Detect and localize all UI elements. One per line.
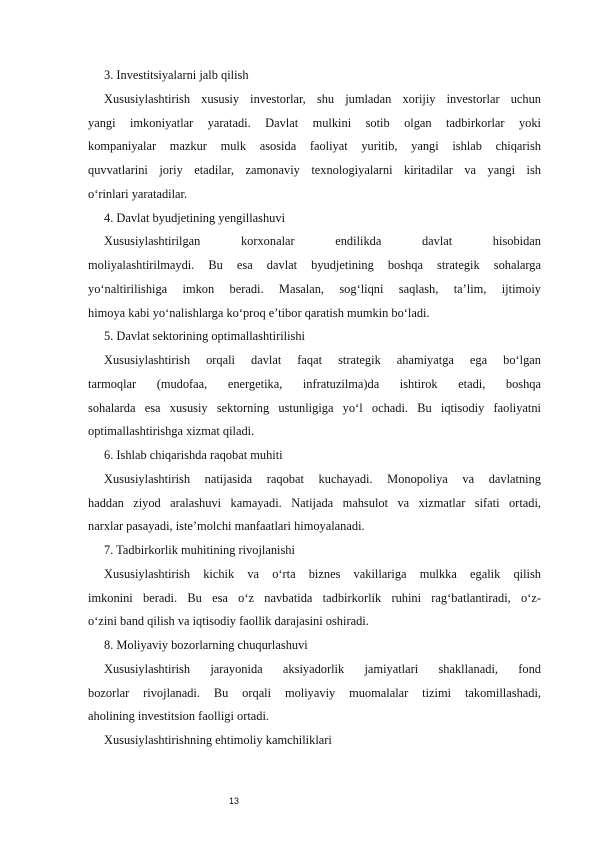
paragraph-line: Xususiylashtirish jarayonida aksiyadorlik jamiyatlari shakllanadi, fond — [104, 661, 541, 676]
paragraph-line: Xususiylashtirish natijasida raqobat kuchayadi. Monopoliya va davlatning — [104, 471, 541, 486]
paragraph-line: sohalarda esa xususiy sektorning ustunligiga yo‘l ochadi. Bu iqtisodiy faoliyatni — [88, 400, 541, 415]
paragraph-line: Xususiylashtirish orqali davlat faqat strategik ahamiyatga ega bo‘lgan — [104, 353, 541, 367]
paragraph-line: o‘rinlari yaratadilar. — [88, 186, 188, 201]
paragraph-line: bozorlar rivojlanadi. Bu orqali moliyaviy muomalalar tizimi takomillashadi, — [88, 685, 541, 700]
section-heading-investments: 3. Investitsiyalarni jalb qilish — [104, 68, 249, 82]
section-heading-entrepreneurship: 7. Tadbirkorlik muhitining rivojlanishi — [104, 543, 295, 557]
paragraph-line: kompaniyalar mazkur mulk asosida faoliyat yuritib, yangi ishlab chiqarish — [88, 139, 541, 154]
paragraph-line: moliyalashtirilmaydi. Bu esa davlat byudjetining boshqa strategik sohalarga — [88, 258, 541, 272]
paragraph-line: optimallashtirishga xizmat qiladi. — [88, 424, 255, 439]
section-heading-drawbacks: Xususiylashtirishning ehtimoliy kamchiliklari — [104, 733, 332, 747]
paragraph-line: haddan ziyod aralashuvi kamayadi. Natijada mahsulot va xizmatlar sifati ortadi, — [88, 495, 541, 510]
document-body — [88, 64, 541, 753]
paragraph-line: Xususiylashtirilgan korxonalar endilikda davlat hisobidan — [104, 234, 541, 249]
paragraph-line: o‘zini band qilish va iqtisodiy faollik darajasini oshiradi. — [88, 614, 369, 629]
section-heading-financial-markets: 8. Moliyaviy bozorlarning chuqurlashuvi — [104, 638, 308, 652]
paragraph-line: tarmoqlar (mudofaa, energetika, infratuzilma)da ishtirok etadi, boshqa — [88, 376, 541, 391]
section-heading-state-sector: 5. Davlat sektorining optimallashtirilishi — [104, 329, 305, 344]
page-number: 13 — [229, 796, 240, 806]
paragraph-line: quvvatlarini joriy etadilar, zamonaviy texnologiyalarni kiritadilar va yangi ish — [88, 163, 541, 177]
paragraph-line: Xususiylashtirish kichik va o‘rta biznes vakillariga mulkka egalik qilish — [104, 566, 541, 581]
paragraph-line: aholining investitsion faolligi ortadi. — [88, 709, 270, 724]
paragraph-line: narxlar pasayadi, iste’molchi manfaatlari himoyalanadi. — [88, 519, 365, 534]
paragraph-line: imkonini beradi. Bu esa o‘z navbatida tadbirkorlik ruhini rag‘batlantiradi, o‘z- — [88, 590, 541, 605]
paragraph-line: Xususiylashtirish xususiy investorlar, shu jumladan xorijiy investorlar uchun — [104, 91, 541, 106]
section-heading-competition: 6. Ishlab chiqarishda raqobat muhiti — [104, 448, 283, 462]
paragraph-line: yangi imkoniyatlar yaratadi. Davlat mulkini sotib olgan tadbirkorlar yoki — [88, 115, 541, 130]
section-heading-budget: 4. Davlat byudjetining yengillashuvi — [104, 210, 286, 225]
paragraph-line: yo‘naltirilishiga imkon beradi. Masalan, sog‘liqni saqlash, ta’lim, ijtimoiy — [88, 281, 541, 296]
paragraph-line: himoya kabi yo‘nalishlarga ko‘proq e’tibor qaratish mumkin bo‘ladi. — [88, 305, 430, 320]
